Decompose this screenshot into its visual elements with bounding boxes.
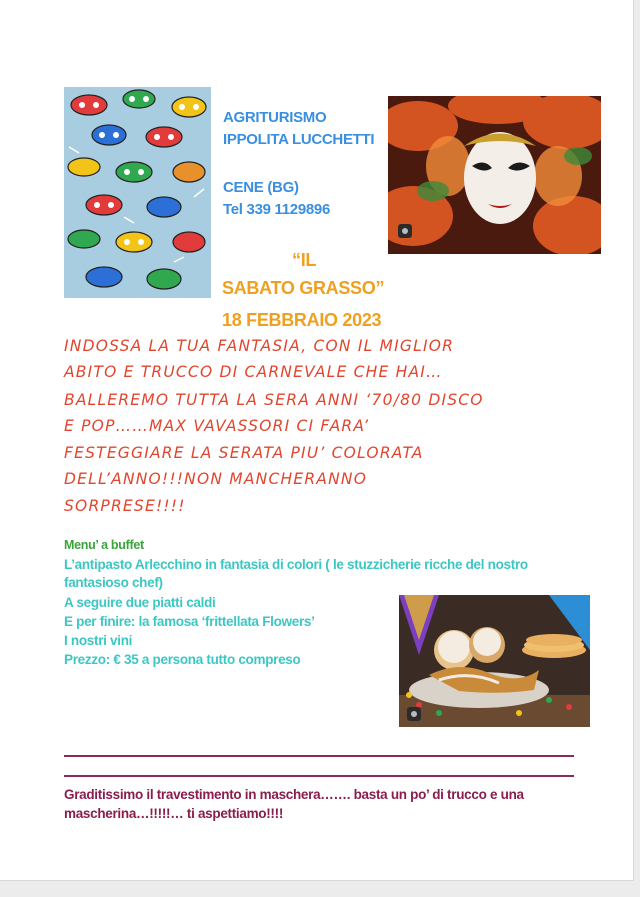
menu-item: I nostri vini: [64, 633, 133, 648]
venue-name-line1: AGRITURISMO: [223, 109, 327, 126]
divider-line: [64, 775, 574, 777]
carnival-pastries-image: [399, 595, 590, 727]
venue-name-line2: IPPOLITA LUCCHETTI: [223, 131, 375, 148]
invitation-line: INDOSSA LA TUA FANTASIA, CON IL MIGLIOR: [64, 336, 455, 356]
event-title-line2: SABATO GRASSO”: [222, 278, 385, 298]
menu-price: Prezzo: € 35 a persona tutto compreso: [64, 652, 301, 667]
venue-name: [223, 107, 374, 151]
event-title-line1: “IL: [292, 250, 317, 270]
menu-item: A seguire due piatti caldi: [64, 595, 216, 610]
menu-item: L’antipasto Arlecchino in fantasia di colori ( le stuzzicherie ricche del nostro: [64, 557, 528, 572]
venetian-mask-image: [388, 96, 601, 254]
event-date: 18 FEBBRAIO 2023: [222, 310, 382, 330]
invitation-line: SORPRESE!!!!: [64, 496, 186, 516]
venue-contact: [223, 177, 330, 221]
venue-place: CENE (BG): [223, 179, 299, 196]
invitation-line: BALLEREMO TUTTA LA SERA ANNI ‘70/80 DISCO: [64, 390, 484, 410]
carnival-mask-cookies-image: [64, 87, 211, 298]
venue-phone: Tel 339 1129896: [223, 201, 330, 218]
closing-line2: mascherina…!!!!!… ti aspettiamo!!!!: [64, 806, 284, 821]
invitation-line: E POP……MAX VAVASSORI CI FARA’: [64, 416, 370, 436]
closing-line1: Graditissimo il travestimento in maschera……. basta un po’ di trucco e una: [64, 787, 524, 802]
menu-item: fantasioso chef): [64, 575, 163, 590]
divider-line: [64, 755, 574, 757]
invitation-line: ABITO E TRUCCO DI CARNEVALE CHE HAI…: [64, 362, 443, 382]
invitation-line: DELL’ANNO!!!NON MANCHERANNO: [64, 469, 368, 489]
menu-item: E per finire: la famosa ‘frittellata Flowers’: [64, 614, 315, 629]
invitation-line: FESTEGGIARE LA SERATA PIU’ COLORATA: [64, 443, 424, 463]
menu-title: Menu’ a buffet: [64, 538, 144, 552]
